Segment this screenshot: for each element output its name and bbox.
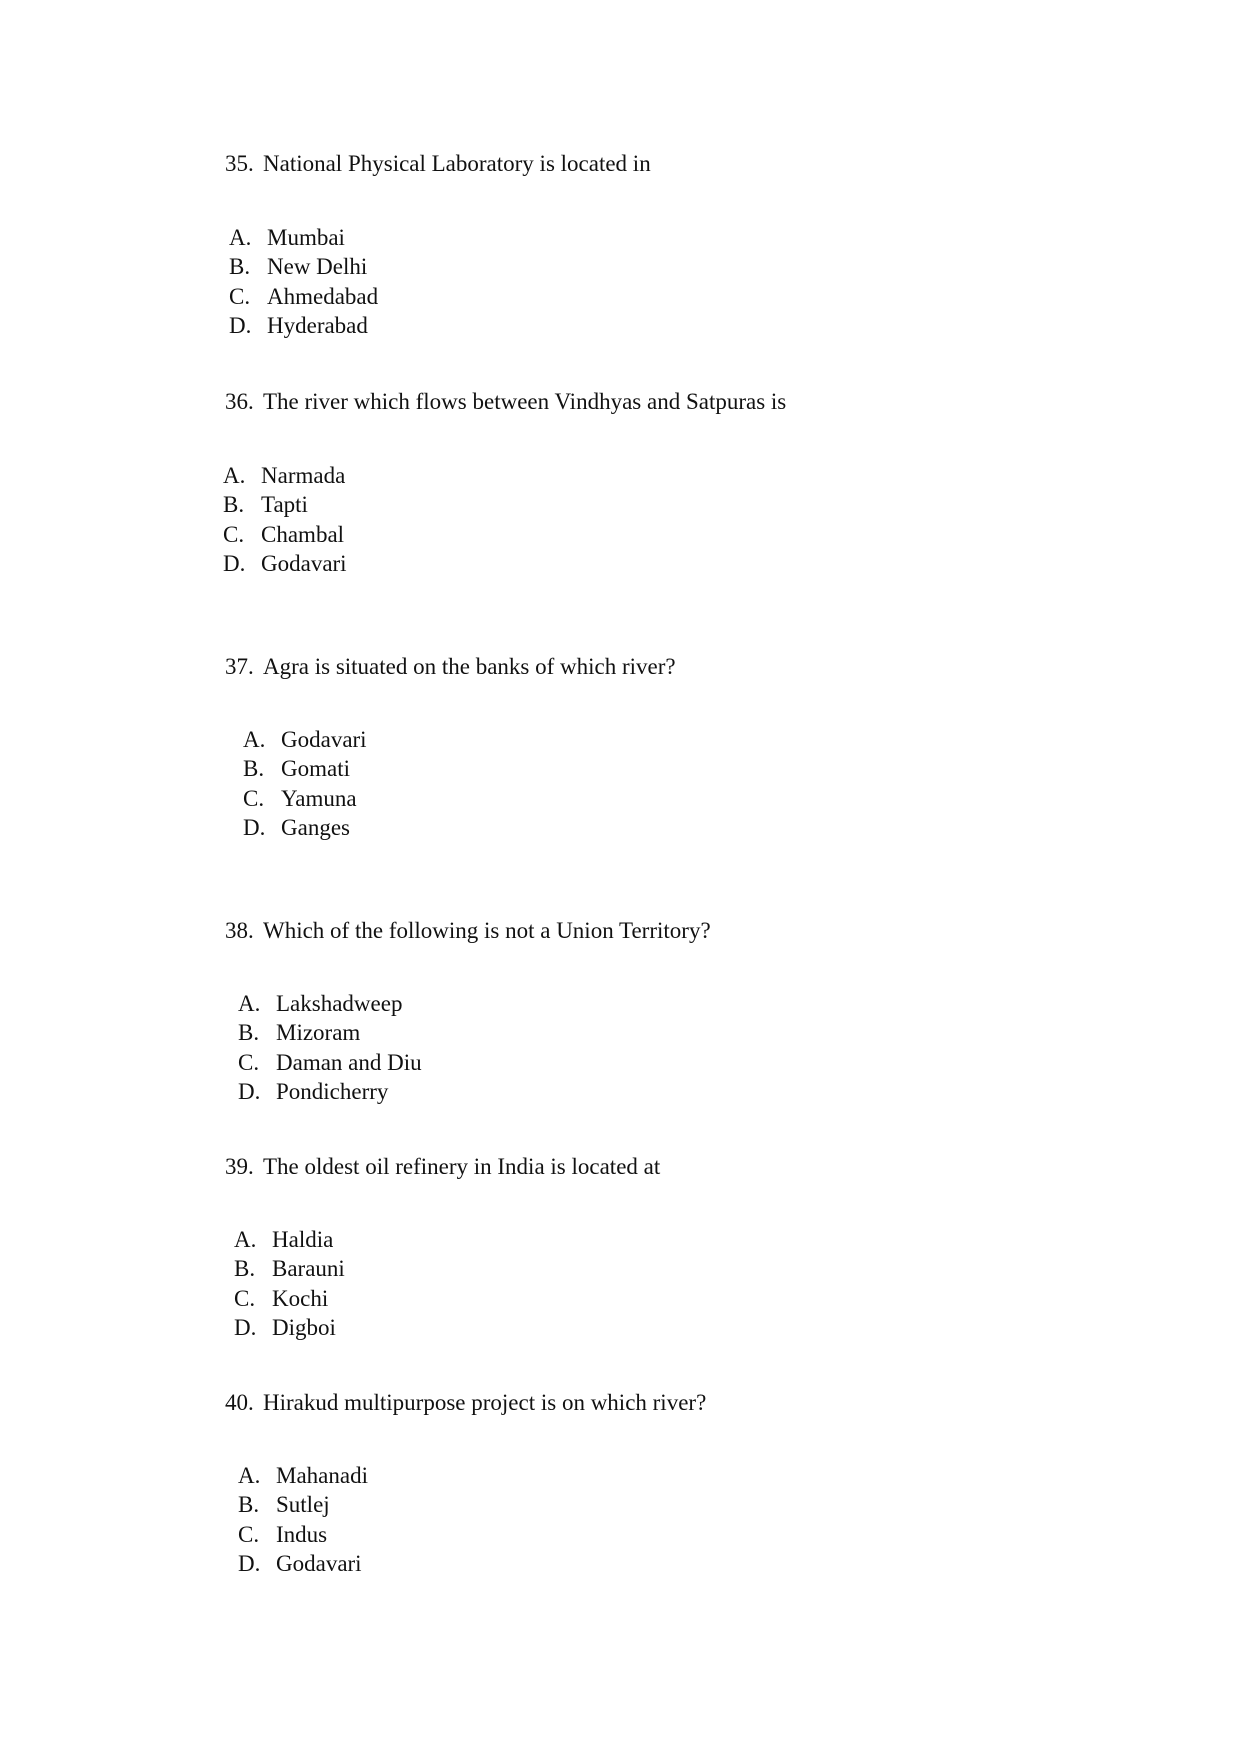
question-text: National Physical Laboratory is located in: [263, 151, 651, 176]
question-number: 37.: [225, 654, 254, 679]
question-number: 40.: [225, 1390, 254, 1415]
options-38: [238, 989, 422, 1106]
options-35: [229, 223, 378, 340]
option-c: C. Yamuna: [243, 785, 357, 811]
question-37: [225, 653, 676, 681]
question-number: 38.: [225, 918, 254, 943]
option-c: C. Kochi: [234, 1285, 329, 1311]
option-a: A. Lakshadweep: [238, 991, 403, 1016]
question-text: Which of the following is not a Union Territory?: [263, 918, 711, 943]
question-number: 36.: [225, 389, 254, 414]
option-d: D. Digboi: [234, 1314, 336, 1340]
option-b: B. Sutlej: [238, 1492, 330, 1518]
option-a: A. Mahanadi: [238, 1463, 368, 1488]
question-38: [225, 917, 711, 945]
question-text: Agra is situated on the banks of which river?: [263, 654, 676, 679]
option-b: B. Barauni: [234, 1256, 345, 1282]
option-c: C. Indus: [238, 1521, 328, 1547]
option-b: B. Tapti: [223, 492, 308, 518]
option-c: C. Chambal: [223, 521, 345, 547]
option-a: A. Haldia: [234, 1227, 334, 1252]
options-39: [234, 1225, 345, 1342]
option-d: D. Godavari: [223, 550, 347, 576]
option-b: B. Mizoram: [238, 1020, 361, 1046]
option-b: B. New Delhi: [229, 254, 368, 280]
question-36: [225, 388, 786, 416]
question-40: [225, 1389, 706, 1417]
question-35: [225, 150, 651, 178]
question-number: 35.: [225, 151, 254, 176]
question-39: [225, 1153, 660, 1181]
option-a: A. Narmada: [223, 463, 346, 488]
option-c: C. Daman and Diu: [238, 1049, 422, 1075]
options-40: [238, 1461, 368, 1578]
options-36: [223, 461, 347, 578]
option-b: B. Gomati: [243, 756, 350, 782]
question-text: The oldest oil refinery in India is located at: [263, 1154, 661, 1179]
option-c: C. Ahmedabad: [229, 283, 379, 309]
option-d: D. Hyderabad: [229, 312, 368, 338]
option-d: D. Godavari: [238, 1550, 362, 1576]
option-d: D. Pondicherry: [238, 1078, 389, 1104]
option-a: A. Godavari: [243, 727, 367, 752]
question-text: The river which flows between Vindhyas and Satpuras is: [263, 389, 787, 414]
question-number: 39.: [225, 1154, 254, 1179]
option-a: A. Mumbai: [229, 225, 345, 250]
options-37: [243, 725, 367, 842]
option-d: D. Ganges: [243, 814, 350, 840]
question-text: Hirakud multipurpose project is on which river?: [263, 1390, 707, 1415]
